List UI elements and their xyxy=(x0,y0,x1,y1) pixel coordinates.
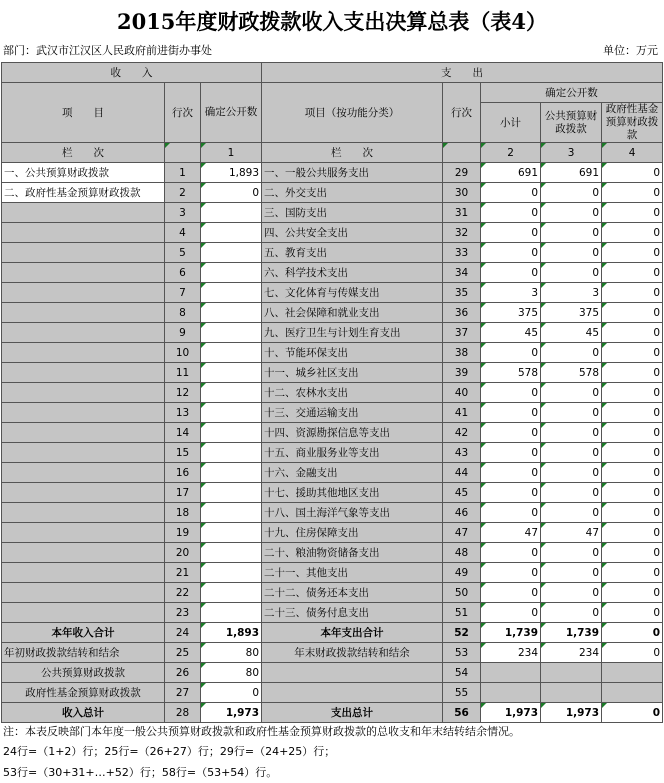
func-item-header: 项目（按功能分类） xyxy=(262,83,443,143)
expense-item: 一、一般公共服务支出 xyxy=(262,163,443,183)
income-value xyxy=(201,263,262,283)
income-row-number: 7 xyxy=(165,283,201,303)
table-row xyxy=(2,283,663,303)
summary-income-row-number: 27 xyxy=(165,683,201,703)
income-item xyxy=(2,523,165,543)
expense-row-number: 41 xyxy=(443,403,481,423)
expense-row-number: 51 xyxy=(443,603,481,623)
expense-general-budget: 0 xyxy=(541,503,602,523)
expense-item: 七、文化体育与传媒支出 xyxy=(262,283,443,303)
income-value xyxy=(201,443,262,463)
expense-general-budget: 0 xyxy=(541,203,602,223)
expense-fund-budget: 0 xyxy=(602,223,663,243)
expense-fund-budget: 0 xyxy=(602,583,663,603)
lanci-label-2: 栏 次 xyxy=(262,143,443,163)
income-item xyxy=(2,583,165,603)
summary-income-row-number: 24 xyxy=(165,623,201,643)
income-row-number: 4 xyxy=(165,223,201,243)
lanci-blank xyxy=(165,143,201,163)
table-row xyxy=(2,483,663,503)
expense-row-number: 30 xyxy=(443,183,481,203)
expense-item: 十一、城乡社区支出 xyxy=(262,363,443,383)
expense-item: 二十一、其他支出 xyxy=(262,563,443,583)
expense-subtotal: 0 xyxy=(481,423,541,443)
expense-general-budget: 0 xyxy=(541,183,602,203)
expense-general-budget: 0 xyxy=(541,343,602,363)
expense-item: 二十三、债务付息支出 xyxy=(262,603,443,623)
expense-row-number: 33 xyxy=(443,243,481,263)
expense-row-number: 38 xyxy=(443,343,481,363)
income-row-number: 5 xyxy=(165,243,201,263)
expense-subtotal: 0 xyxy=(481,403,541,423)
income-row-number: 15 xyxy=(165,443,201,463)
summary-income-item: 政府性基金预算财政拨款 xyxy=(2,683,165,703)
expense-item: 二十二、债务还本支出 xyxy=(262,583,443,603)
summary-expense-fund-budget xyxy=(602,683,663,703)
expense-subtotal: 578 xyxy=(481,363,541,383)
expense-general-budget: 0 xyxy=(541,403,602,423)
summary-income-value: 0 xyxy=(201,683,262,703)
income-value xyxy=(201,363,262,383)
expense-item: 二十、粮油物资储备支出 xyxy=(262,543,443,563)
expense-row-number: 29 xyxy=(443,163,481,183)
table-row xyxy=(2,383,663,403)
table-row xyxy=(2,523,663,543)
table-row xyxy=(2,443,663,463)
summary-income-row-number: 26 xyxy=(165,663,201,683)
income-item xyxy=(2,203,165,223)
expense-subtotal: 47 xyxy=(481,523,541,543)
table-row xyxy=(2,183,663,203)
income-item xyxy=(2,223,165,243)
summary-expense-row-number: 56 xyxy=(443,703,481,723)
expense-item: 六、科学技术支出 xyxy=(262,263,443,283)
income-item xyxy=(2,323,165,343)
expense-fund-budget: 0 xyxy=(602,263,663,283)
summary-row xyxy=(2,683,663,703)
table-row xyxy=(2,203,663,223)
income-row-number: 9 xyxy=(165,323,201,343)
budget-public-header: 确定公开数 xyxy=(201,83,262,143)
income-item: 一、公共预算财政拨款 xyxy=(2,163,165,183)
expense-fund-budget: 0 xyxy=(602,443,663,463)
summary-expense-row-number: 54 xyxy=(443,663,481,683)
income-row-number: 1 xyxy=(165,163,201,183)
summary-income-value: 80 xyxy=(201,663,262,683)
expense-row-number: 31 xyxy=(443,203,481,223)
expense-subtotal: 3 xyxy=(481,283,541,303)
expense-item: 二、外交支出 xyxy=(262,183,443,203)
col-3-label: 3 xyxy=(541,143,602,163)
expense-general-budget: 45 xyxy=(541,323,602,343)
income-value xyxy=(201,323,262,343)
expense-fund-budget: 0 xyxy=(602,503,663,523)
income-value xyxy=(201,243,262,263)
expense-general-budget: 0 xyxy=(541,543,602,563)
table-row xyxy=(2,423,663,443)
income-item xyxy=(2,383,165,403)
budget-table xyxy=(1,62,663,723)
expense-item: 十、节能环保支出 xyxy=(262,343,443,363)
expense-subtotal: 0 xyxy=(481,203,541,223)
expense-row-number: 50 xyxy=(443,583,481,603)
note-line-3: 53行=（30+31+…+52）行；58行=（53+54）行。 xyxy=(3,766,278,779)
table-row xyxy=(2,403,663,423)
summary-expense-item xyxy=(262,683,443,703)
expense-general-budget: 0 xyxy=(541,443,602,463)
summary-income-row-number: 28 xyxy=(165,703,201,723)
income-item xyxy=(2,343,165,363)
summary-expense-item: 本年支出合计 xyxy=(262,623,443,643)
summary-expense-row-number: 55 xyxy=(443,683,481,703)
income-value xyxy=(201,523,262,543)
income-row-number: 8 xyxy=(165,303,201,323)
expense-row-number: 35 xyxy=(443,283,481,303)
table-row xyxy=(2,463,663,483)
income-row-number: 10 xyxy=(165,343,201,363)
expense-general-budget: 0 xyxy=(541,563,602,583)
expense-item: 五、教育支出 xyxy=(262,243,443,263)
expense-row-number: 44 xyxy=(443,463,481,483)
page-title: 2015年度财政拨款收入支出决算总表（表4） xyxy=(116,9,548,34)
expense-row-number: 48 xyxy=(443,543,481,563)
income-row-number: 13 xyxy=(165,403,201,423)
expense-row-number: 47 xyxy=(443,523,481,543)
expense-row-number: 42 xyxy=(443,423,481,443)
income-value xyxy=(201,583,262,603)
income-value xyxy=(201,203,262,223)
summary-expense-row-number: 53 xyxy=(443,643,481,663)
summary-expense-fund-budget: 0 xyxy=(602,623,663,643)
table-row xyxy=(2,223,663,243)
summary-income-item: 年初财政拨款结转和结余 xyxy=(2,643,165,663)
income-row-number: 20 xyxy=(165,543,201,563)
expense-fund-budget: 0 xyxy=(602,403,663,423)
income-item xyxy=(2,243,165,263)
income-row-number: 14 xyxy=(165,423,201,443)
unit-label: 单位：万元 xyxy=(603,44,658,57)
expense-general-budget: 0 xyxy=(541,423,602,443)
expense-general-budget: 0 xyxy=(541,583,602,603)
table-row xyxy=(2,243,663,263)
expense-general-budget: 0 xyxy=(541,603,602,623)
summary-expense-fund-budget: 0 xyxy=(602,703,663,723)
expense-general-budget: 691 xyxy=(541,163,602,183)
expense-fund-budget: 0 xyxy=(602,343,663,363)
expense-fund-budget: 0 xyxy=(602,523,663,543)
expense-item: 十八、国土海洋气象等支出 xyxy=(262,503,443,523)
summary-expense-general-budget xyxy=(541,683,602,703)
income-value xyxy=(201,303,262,323)
income-item xyxy=(2,443,165,463)
expense-row-number: 43 xyxy=(443,443,481,463)
income-value: 1,893 xyxy=(201,163,262,183)
income-row-number: 21 xyxy=(165,563,201,583)
income-item xyxy=(2,403,165,423)
summary-expense-general-budget: 1,739 xyxy=(541,623,602,643)
summary-row xyxy=(2,623,663,643)
income-value xyxy=(201,383,262,403)
income-item xyxy=(2,463,165,483)
summary-row xyxy=(2,643,663,663)
income-header: 收 入 xyxy=(2,63,262,83)
income-value xyxy=(201,463,262,483)
table-row xyxy=(2,303,663,323)
expense-fund-budget: 0 xyxy=(602,183,663,203)
expense-general-budget: 0 xyxy=(541,263,602,283)
expense-item: 十四、资源勘探信息等支出 xyxy=(262,423,443,443)
income-item xyxy=(2,543,165,563)
income-row-number: 18 xyxy=(165,503,201,523)
hangci-header-2: 行次 xyxy=(443,83,481,143)
expense-subtotal: 45 xyxy=(481,323,541,343)
expense-fund-budget: 0 xyxy=(602,603,663,623)
summary-income-value: 1,973 xyxy=(201,703,262,723)
expense-subtotal: 0 xyxy=(481,583,541,603)
expense-general-budget: 3 xyxy=(541,283,602,303)
general-budget-header: 公共预算财政拨款 xyxy=(541,103,602,143)
summary-expense-item xyxy=(262,663,443,683)
income-row-number: 12 xyxy=(165,383,201,403)
expense-row-number: 32 xyxy=(443,223,481,243)
expense-fund-budget: 0 xyxy=(602,423,663,443)
summary-expense-item: 年末财政拨款结转和结余 xyxy=(262,643,443,663)
expense-row-number: 36 xyxy=(443,303,481,323)
income-item xyxy=(2,563,165,583)
expense-subtotal: 0 xyxy=(481,183,541,203)
expense-subtotal: 0 xyxy=(481,483,541,503)
income-value xyxy=(201,403,262,423)
income-item xyxy=(2,363,165,383)
expense-general-budget: 578 xyxy=(541,363,602,383)
lanci-label: 栏 次 xyxy=(2,143,165,163)
expense-row-number: 49 xyxy=(443,563,481,583)
expense-general-budget: 0 xyxy=(541,243,602,263)
summary-expense-item: 支出总计 xyxy=(262,703,443,723)
income-value xyxy=(201,483,262,503)
expense-subtotal: 0 xyxy=(481,223,541,243)
item-header: 项 目 xyxy=(2,83,165,143)
lanci-blank-2 xyxy=(443,143,481,163)
summary-expense-general-budget: 234 xyxy=(541,643,602,663)
summary-expense-subtotal: 1,739 xyxy=(481,623,541,643)
summary-income-item: 收入总计 xyxy=(2,703,165,723)
expense-subtotal: 0 xyxy=(481,463,541,483)
expense-item: 十六、金融支出 xyxy=(262,463,443,483)
income-item xyxy=(2,263,165,283)
expense-subtotal: 0 xyxy=(481,503,541,523)
summary-expense-general-budget xyxy=(541,663,602,683)
income-value xyxy=(201,423,262,443)
income-item: 二、政府性基金预算财政拨款 xyxy=(2,183,165,203)
summary-expense-subtotal: 234 xyxy=(481,643,541,663)
table-row xyxy=(2,503,663,523)
summary-expense-general-budget: 1,973 xyxy=(541,703,602,723)
expense-fund-budget: 0 xyxy=(602,303,663,323)
expense-subtotal: 0 xyxy=(481,243,541,263)
department-label: 部门：武汉市江汉区人民政府前进街办事处 xyxy=(3,44,212,57)
income-value xyxy=(201,543,262,563)
income-row-number: 23 xyxy=(165,603,201,623)
expense-item: 十三、交通运输支出 xyxy=(262,403,443,423)
expense-fund-budget: 0 xyxy=(602,383,663,403)
expense-fund-budget: 0 xyxy=(602,243,663,263)
expense-fund-budget: 0 xyxy=(602,283,663,303)
income-row-number: 17 xyxy=(165,483,201,503)
income-row-number: 2 xyxy=(165,183,201,203)
income-value xyxy=(201,343,262,363)
income-item xyxy=(2,483,165,503)
income-row-number: 16 xyxy=(165,463,201,483)
summary-income-value: 80 xyxy=(201,643,262,663)
col-2-label: 2 xyxy=(481,143,541,163)
income-item xyxy=(2,503,165,523)
expense-fund-budget: 0 xyxy=(602,563,663,583)
income-item xyxy=(2,423,165,443)
summary-expense-row-number: 52 xyxy=(443,623,481,643)
summary-income-item: 本年收入合计 xyxy=(2,623,165,643)
summary-income-item: 公共预算财政拨款 xyxy=(2,663,165,683)
expense-subtotal: 0 xyxy=(481,343,541,363)
col-1-label: 1 xyxy=(201,143,262,163)
income-value xyxy=(201,603,262,623)
income-item xyxy=(2,283,165,303)
budget-public-header-2: 确定公开数 xyxy=(481,83,663,103)
expense-item: 四、公共安全支出 xyxy=(262,223,443,243)
expense-row-number: 40 xyxy=(443,383,481,403)
income-row-number: 6 xyxy=(165,263,201,283)
expense-item: 三、国防支出 xyxy=(262,203,443,223)
expense-fund-budget: 0 xyxy=(602,483,663,503)
expense-fund-budget: 0 xyxy=(602,163,663,183)
summary-expense-subtotal: 1,973 xyxy=(481,703,541,723)
summary-income-row-number: 25 xyxy=(165,643,201,663)
expense-row-number: 37 xyxy=(443,323,481,343)
summary-expense-fund-budget: 0 xyxy=(602,643,663,663)
expense-fund-budget: 0 xyxy=(602,363,663,383)
expense-general-budget: 0 xyxy=(541,223,602,243)
summary-income-value: 1,893 xyxy=(201,623,262,643)
summary-row xyxy=(2,703,663,723)
income-row-number: 19 xyxy=(165,523,201,543)
expense-subtotal: 0 xyxy=(481,263,541,283)
table-row xyxy=(2,363,663,383)
expense-subtotal: 691 xyxy=(481,163,541,183)
income-row-number: 3 xyxy=(165,203,201,223)
income-item xyxy=(2,603,165,623)
expense-item: 九、医疗卫生与计划生育支出 xyxy=(262,323,443,343)
table-row xyxy=(2,323,663,343)
expense-item: 八、社会保障和就业支出 xyxy=(262,303,443,323)
expense-general-budget: 0 xyxy=(541,463,602,483)
expense-subtotal: 0 xyxy=(481,543,541,563)
table-row xyxy=(2,263,663,283)
table-row xyxy=(2,563,663,583)
expense-subtotal: 0 xyxy=(481,563,541,583)
summary-expense-subtotal xyxy=(481,683,541,703)
income-value xyxy=(201,503,262,523)
summary-expense-subtotal xyxy=(481,663,541,683)
expense-item: 十五、商业服务业等支出 xyxy=(262,443,443,463)
income-value xyxy=(201,283,262,303)
table-row xyxy=(2,163,663,183)
expense-subtotal: 0 xyxy=(481,383,541,403)
income-value: 0 xyxy=(201,183,262,203)
expense-general-budget: 375 xyxy=(541,303,602,323)
table-row xyxy=(2,603,663,623)
summary-row xyxy=(2,663,663,683)
expense-row-number: 39 xyxy=(443,363,481,383)
expense-subtotal: 0 xyxy=(481,443,541,463)
income-item xyxy=(2,303,165,323)
expense-row-number: 45 xyxy=(443,483,481,503)
expense-subtotal: 375 xyxy=(481,303,541,323)
expense-item: 十二、农林水支出 xyxy=(262,383,443,403)
note-line-2: 24行=（1+2）行；25行=（26+27）行；29行=（24+25）行； xyxy=(3,745,336,758)
expense-general-budget: 47 xyxy=(541,523,602,543)
expense-fund-budget: 0 xyxy=(602,543,663,563)
income-value xyxy=(201,563,262,583)
col-4-label: 4 xyxy=(602,143,663,163)
note-line-1: 注：本表反映部门本年度一般公共预算财政拨款和政府性基金预算财政拨款的总收支和年末结转结余情况。 xyxy=(3,725,520,738)
table-row xyxy=(2,343,663,363)
expense-fund-budget: 0 xyxy=(602,203,663,223)
expense-row-number: 46 xyxy=(443,503,481,523)
expense-general-budget: 0 xyxy=(541,383,602,403)
income-row-number: 22 xyxy=(165,583,201,603)
expense-row-number: 34 xyxy=(443,263,481,283)
table-row xyxy=(2,583,663,603)
fund-budget-header: 政府性基金预算财政拨款 xyxy=(602,103,663,143)
expense-fund-budget: 0 xyxy=(602,323,663,343)
expense-subtotal: 0 xyxy=(481,603,541,623)
expense-item: 十七、援助其他地区支出 xyxy=(262,483,443,503)
subtotal-header: 小计 xyxy=(481,103,541,143)
table-row xyxy=(2,543,663,563)
income-value xyxy=(201,223,262,243)
hangci-header: 行次 xyxy=(165,83,201,143)
expense-item: 十九、住房保障支出 xyxy=(262,523,443,543)
expense-fund-budget: 0 xyxy=(602,463,663,483)
summary-expense-fund-budget xyxy=(602,663,663,683)
expense-header: 支 出 xyxy=(262,63,663,83)
income-row-number: 11 xyxy=(165,363,201,383)
expense-general-budget: 0 xyxy=(541,483,602,503)
